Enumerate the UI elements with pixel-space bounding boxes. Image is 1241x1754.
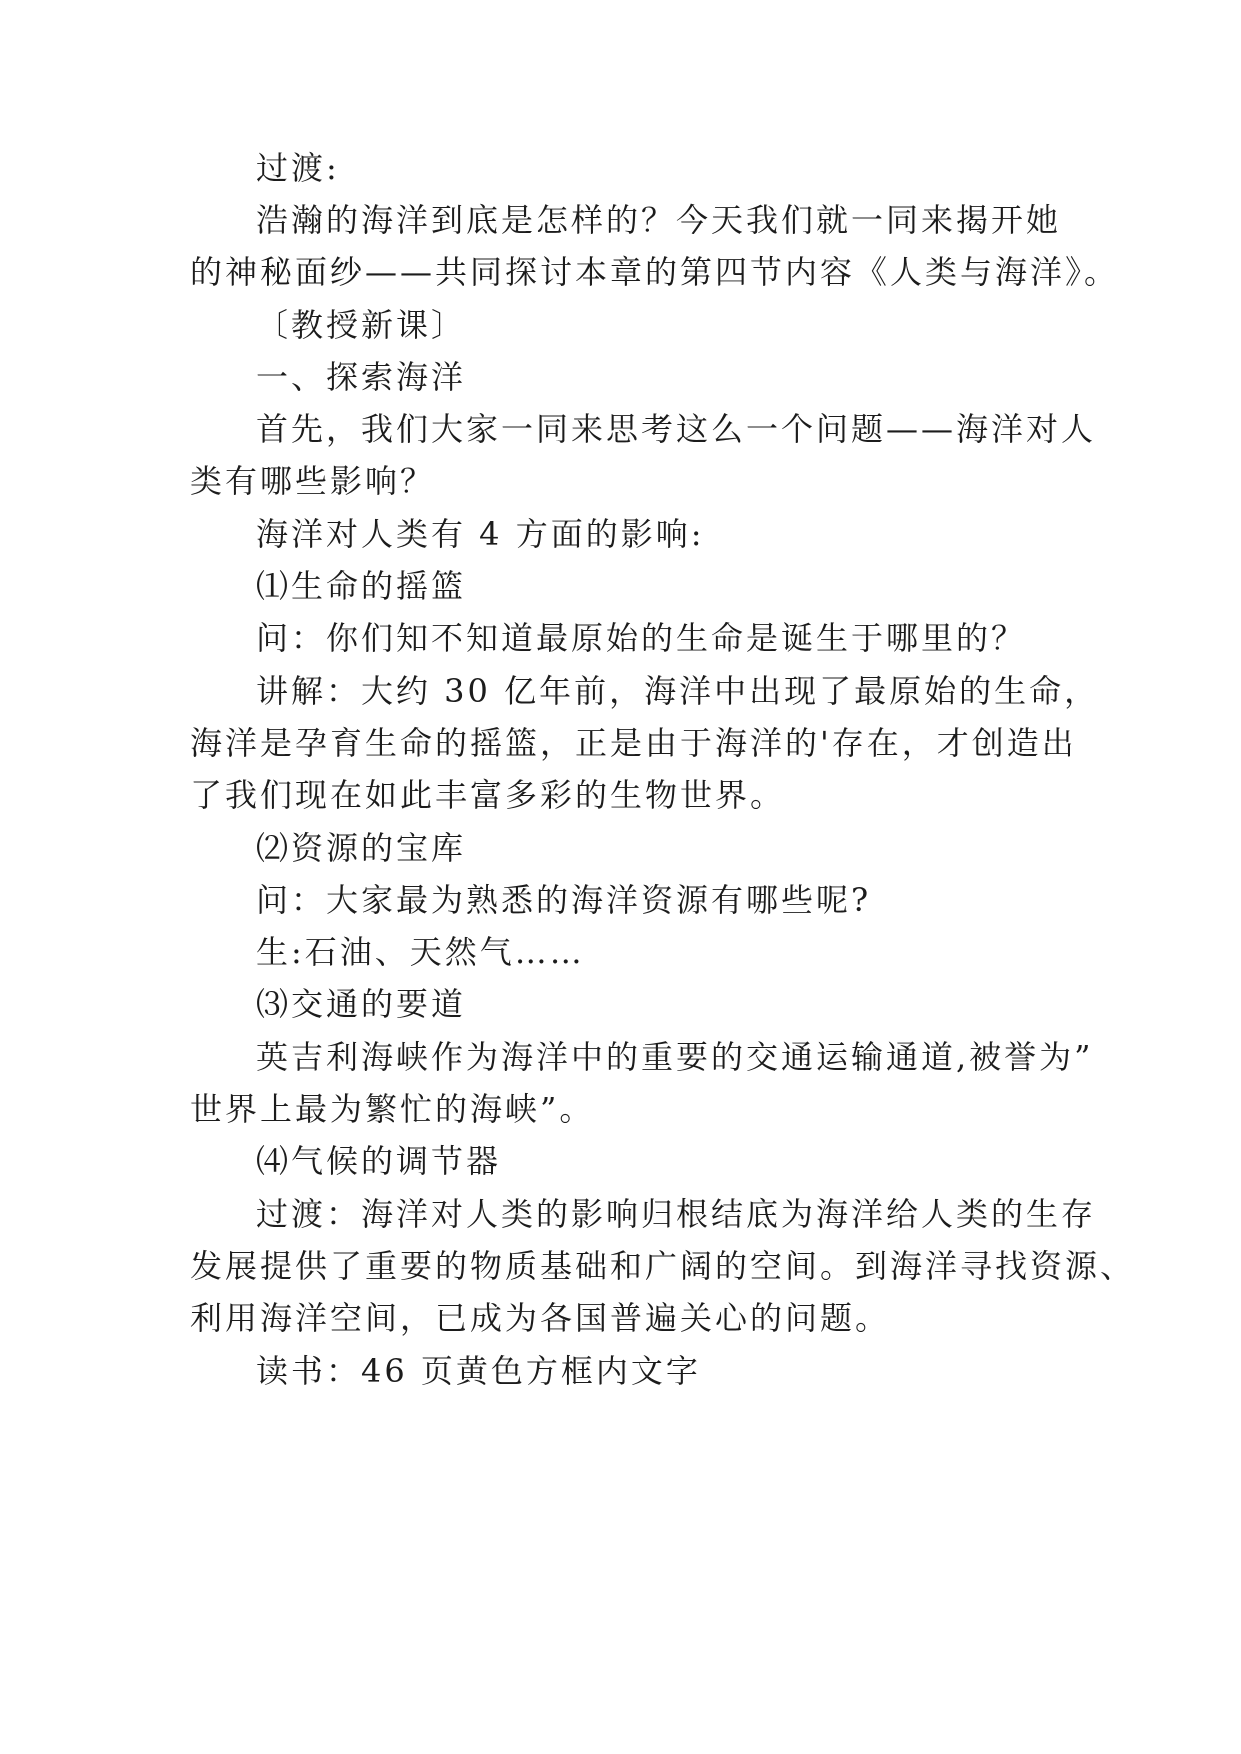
transition-heading: 过渡:: [256, 149, 340, 187]
subheading-climate-regulator: ⑷气候的调节器: [256, 1142, 502, 1180]
question-ocean-resources: 问：大家最为熟悉的海洋资源有哪些呢?: [256, 881, 872, 919]
student-answer: 生:石油、天然气……: [256, 933, 585, 971]
transition-paragraph-line-1: 过渡：海洋对人类的影响归根结底为海洋给人类的生存: [256, 1195, 1097, 1233]
subheading-cradle-of-life: ⑴生命的摇篮: [256, 567, 467, 605]
influence-summary: 海洋对人类有 4 方面的影响:: [256, 515, 705, 553]
section-heading-explore-ocean: 一、探索海洋: [256, 358, 467, 396]
transition-paragraph-line-2: 发展提供了重要的物质基础和广阔的空间。到海洋寻找资源、: [190, 1247, 1136, 1285]
intro-paragraph-line-2: 的神秘面纱——共同探讨本章的第四节内容《人类与海洋》。: [190, 253, 1120, 291]
channel-paragraph-line-2: 世界上最为繁忙的海峡”。: [190, 1090, 595, 1128]
reading-assignment: 读书：46 页黄色方框内文字: [256, 1352, 701, 1390]
question-paragraph-line-2: 类有哪些影响？: [190, 462, 436, 500]
new-lesson-heading: 〔教授新课〕: [256, 306, 467, 344]
subheading-transport-route: ⑶交通的要道: [256, 985, 467, 1023]
intro-paragraph-line-1: 浩瀚的海洋到底是怎样的？今天我们就一同来揭开她: [256, 201, 1062, 239]
transition-paragraph-line-3: 利用海洋空间，已成为各国普遍关心的问题。: [190, 1299, 891, 1337]
subheading-resource-treasury: ⑵资源的宝库: [256, 829, 467, 867]
channel-paragraph-line-1: 英吉利海峡作为海洋中的重要的交通运输通道,被誉为”: [256, 1038, 1094, 1076]
explanation-line-1: 讲解：大约 30 亿年前，海洋中出现了最原始的生命，: [256, 672, 1100, 710]
question-origin-of-life: 问：你们知不知道最原始的生命是诞生于哪里的？: [256, 619, 1027, 657]
explanation-line-3: 了我们现在如此丰富多彩的生物世界。: [190, 776, 786, 814]
question-paragraph-line-1: 首先，我们大家一同来思考这么一个问题——海洋对人: [256, 410, 1097, 448]
explanation-line-2: 海洋是孕育生命的摇篮，正是由于海洋的'存在，才创造出: [190, 724, 1077, 762]
